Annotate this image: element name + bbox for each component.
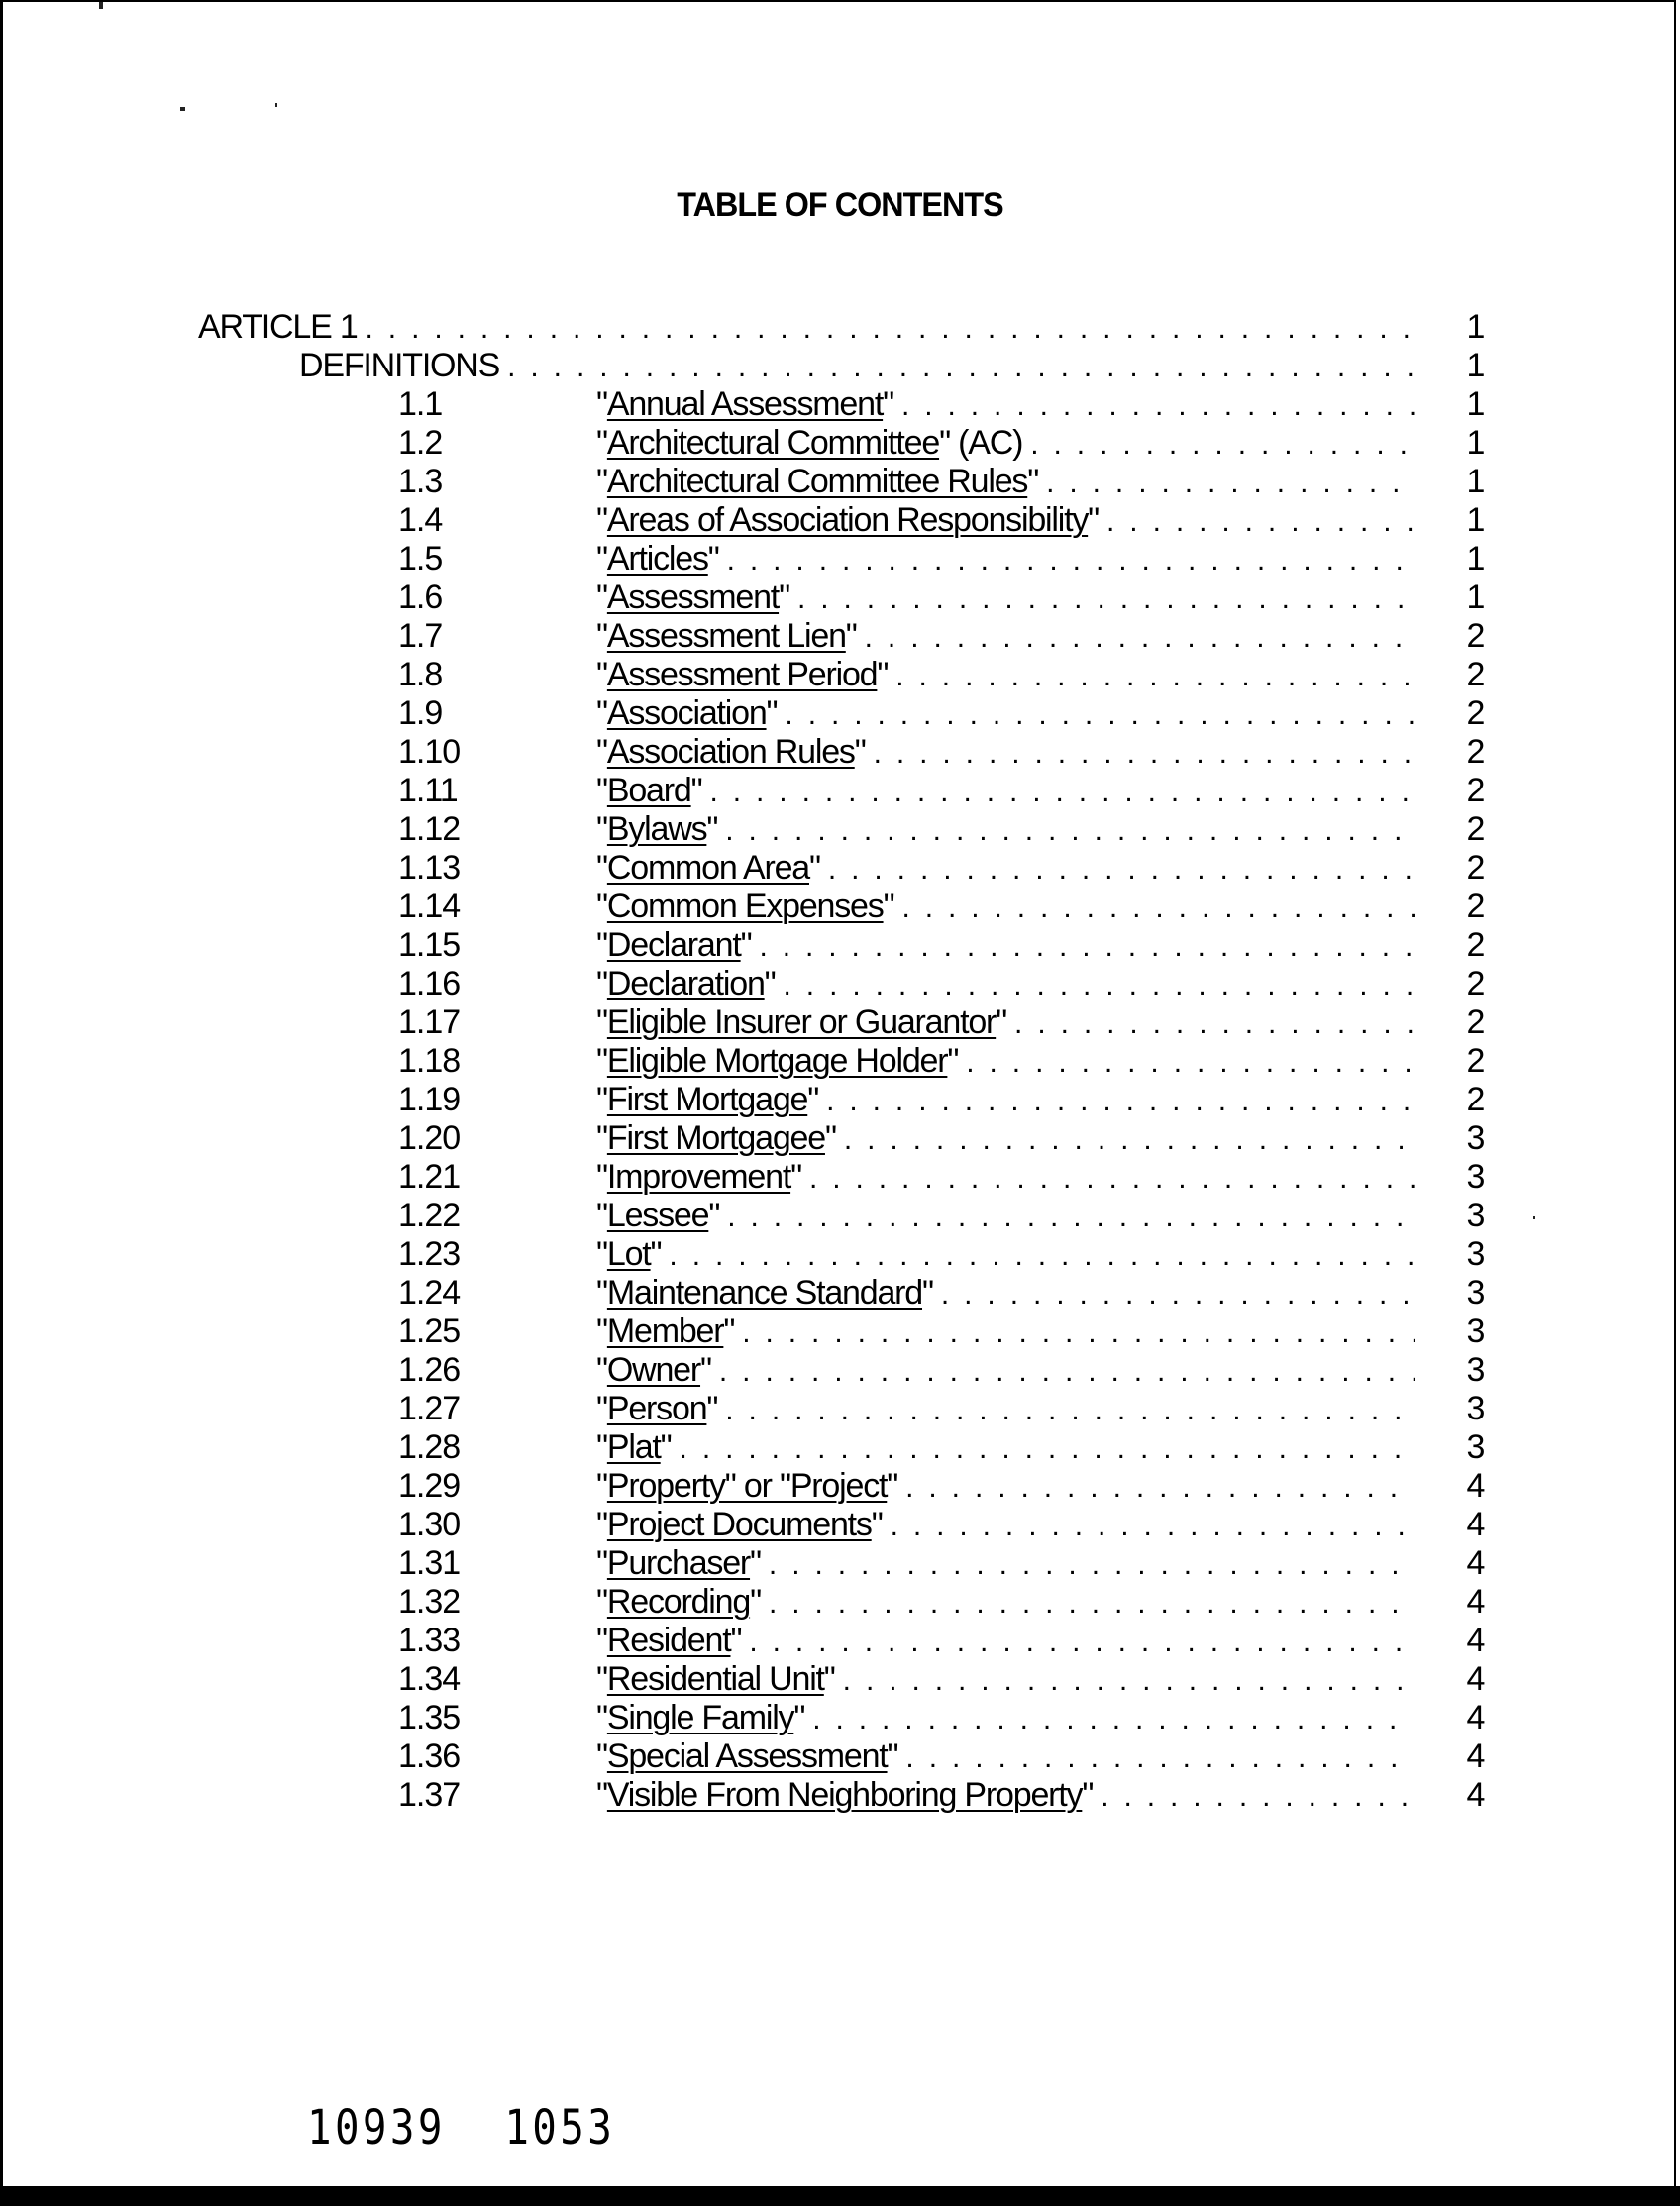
dot-leader xyxy=(761,1545,1415,1584)
toc-row-article xyxy=(198,308,1415,347)
page-number: 2 xyxy=(1466,810,1486,848)
page-number: 3 xyxy=(1466,1351,1486,1389)
entry-term[interactable]: "Visible From Neighboring Property" xyxy=(596,1776,1094,1814)
toc-row-entry xyxy=(596,1467,1415,1506)
page-number: 1 xyxy=(1466,347,1486,384)
scan-speck xyxy=(99,2,103,9)
entry-number: 1.6 xyxy=(398,578,443,616)
entry-term[interactable]: "Property" or "Project" xyxy=(596,1467,898,1505)
entry-number: 1.1 xyxy=(398,385,443,423)
dot-leader xyxy=(776,966,1415,1004)
dot-leader xyxy=(897,1738,1415,1777)
page-number: 4 xyxy=(1466,1737,1486,1775)
entry-term[interactable]: "Owner" xyxy=(596,1351,711,1389)
page-number: 1 xyxy=(1466,424,1486,462)
toc-row-entry xyxy=(596,1737,1415,1776)
entry-number: 1.10 xyxy=(398,733,461,771)
entry-term[interactable]: "Person" xyxy=(596,1390,718,1427)
page-number: 2 xyxy=(1466,1042,1486,1080)
toc-row-entry xyxy=(596,1776,1415,1815)
toc-row-entry xyxy=(596,965,1415,1003)
entry-term[interactable]: "Board" xyxy=(596,772,702,809)
dot-leader xyxy=(835,1661,1415,1700)
page-number: 4 xyxy=(1466,1776,1486,1814)
page-number: 2 xyxy=(1466,772,1486,809)
entry-number: 1.33 xyxy=(398,1622,461,1659)
entry-term[interactable]: "Common Expenses" xyxy=(596,888,894,925)
entry-term[interactable]: "Areas of Association Responsibility" xyxy=(596,501,1100,539)
entry-number: 1.25 xyxy=(398,1313,461,1350)
entry-number: 1.32 xyxy=(398,1583,461,1621)
entry-number: 1.4 xyxy=(398,501,443,539)
entry-number: 1.12 xyxy=(398,810,461,848)
dot-leader xyxy=(933,1275,1415,1313)
entry-term[interactable]: "Declarant" xyxy=(596,926,752,964)
entry-term[interactable]: "Eligible Insurer or Guarantor" xyxy=(596,1003,1007,1041)
toc-row-entry xyxy=(596,424,1415,463)
entry-term[interactable]: "Plat" xyxy=(596,1428,672,1466)
page-number: 3 xyxy=(1466,1313,1486,1350)
entry-number: 1.23 xyxy=(398,1235,461,1273)
dot-leader xyxy=(857,618,1415,657)
entry-number: 1.2 xyxy=(398,424,443,462)
page-number: 3 xyxy=(1466,1390,1486,1427)
page-number: 1 xyxy=(1466,578,1486,616)
toc-row-entry xyxy=(596,1428,1415,1467)
page-number: 3 xyxy=(1466,1119,1486,1157)
page-number: 3 xyxy=(1466,1197,1486,1234)
dot-leader xyxy=(1093,1777,1415,1816)
entry-number: 1.20 xyxy=(398,1119,461,1157)
page-number: 4 xyxy=(1466,1467,1486,1505)
page-number: 2 xyxy=(1466,888,1486,925)
entry-number: 1.15 xyxy=(398,926,461,964)
dot-leader xyxy=(1038,464,1415,502)
toc-row-entry xyxy=(596,694,1415,733)
dot-leader xyxy=(1006,1004,1415,1043)
entry-term[interactable]: "Association Rules" xyxy=(596,733,866,771)
entry-number: 1.14 xyxy=(398,888,461,925)
entry-number: 1.31 xyxy=(398,1544,461,1582)
dot-leader xyxy=(893,889,1415,927)
toc-row-entry xyxy=(596,1506,1415,1544)
page-number: 4 xyxy=(1466,1583,1486,1621)
entry-term[interactable]: "Member" xyxy=(596,1313,735,1350)
page-number: 3 xyxy=(1466,1274,1486,1312)
entry-term[interactable]: "Special Assessment" xyxy=(596,1737,898,1775)
dot-leader xyxy=(358,309,1415,348)
entry-number: 1.36 xyxy=(398,1737,461,1775)
dot-leader xyxy=(672,1429,1415,1468)
page-number: 1 xyxy=(1466,463,1486,500)
entry-term[interactable]: "Articles" xyxy=(596,540,719,578)
entry-number: 1.28 xyxy=(398,1428,461,1466)
page-number: 1 xyxy=(1466,540,1486,578)
entry-number: 1.7 xyxy=(398,617,443,655)
dot-leader xyxy=(893,386,1415,425)
entry-term[interactable]: "Assessment Lien" xyxy=(596,617,857,655)
dot-leader xyxy=(741,1623,1415,1661)
entry-term[interactable]: "Architectural Committee" (AC) xyxy=(596,424,1023,462)
scan-speck xyxy=(1533,1216,1535,1219)
toc-row-entry xyxy=(596,1042,1415,1081)
page-number: 2 xyxy=(1466,1003,1486,1041)
dot-leader xyxy=(888,657,1415,695)
entry-number: 1.21 xyxy=(398,1158,461,1196)
dot-leader xyxy=(701,773,1415,811)
toc-row-entry xyxy=(596,540,1415,578)
scan-bottom-border xyxy=(0,2186,1680,2206)
entry-term[interactable]: "Declaration" xyxy=(596,965,776,1002)
entry-number: 1.24 xyxy=(398,1274,461,1312)
entry-number: 1.8 xyxy=(398,656,443,693)
entry-number: 1.5 xyxy=(398,540,443,578)
entry-number: 1.37 xyxy=(398,1776,461,1814)
footer-number-right: 1053 xyxy=(504,2100,616,2155)
entry-number: 1.17 xyxy=(398,1003,461,1041)
entry-number: 1.3 xyxy=(398,463,443,500)
toc-row-entry xyxy=(596,888,1415,926)
entry-term[interactable]: "Association" xyxy=(596,694,778,732)
dot-leader xyxy=(820,850,1415,889)
entry-term[interactable]: "Purchaser" xyxy=(596,1544,761,1582)
toc-row-entry xyxy=(596,772,1415,810)
toc-row-entry xyxy=(596,1274,1415,1313)
entry-term[interactable]: "Lessee" xyxy=(596,1197,720,1234)
dot-leader xyxy=(751,927,1415,966)
page-number: 1 xyxy=(1466,308,1486,346)
page-number: 2 xyxy=(1466,656,1486,693)
toc-row-entry xyxy=(596,1158,1415,1197)
toc-row-entry xyxy=(596,1660,1415,1699)
toc-row-entry xyxy=(596,1003,1415,1042)
toc-row-entry xyxy=(596,733,1415,772)
dot-leader xyxy=(897,1468,1415,1507)
entry-term[interactable]: "Residential Unit" xyxy=(596,1660,835,1698)
dot-leader xyxy=(719,541,1415,579)
toc-row-entry xyxy=(596,1313,1415,1351)
entry-number: 1.18 xyxy=(398,1042,461,1080)
toc-row-entry xyxy=(596,1583,1415,1622)
dot-leader xyxy=(761,1584,1415,1623)
scan-speck xyxy=(275,103,277,107)
entry-number: 1.13 xyxy=(398,849,461,887)
entry-term[interactable]: "Improvement" xyxy=(596,1158,801,1196)
toc-row-entry xyxy=(596,1351,1415,1390)
toc-row-definitions xyxy=(299,347,1415,385)
dot-leader xyxy=(1022,425,1415,464)
entry-number: 1.30 xyxy=(398,1506,461,1543)
entry-term[interactable]: "Resident" xyxy=(596,1622,742,1659)
entry-term[interactable]: "Common Area" xyxy=(596,849,820,887)
dot-leader xyxy=(719,1198,1415,1236)
page-title: TABLE OF CONTENTS xyxy=(677,186,1003,224)
toc-row-entry xyxy=(596,926,1415,965)
entry-number: 1.34 xyxy=(398,1660,461,1698)
page-number: 3 xyxy=(1466,1158,1486,1196)
entry-term[interactable]: "Annual Assessment" xyxy=(596,385,893,423)
dot-leader xyxy=(661,1236,1415,1275)
entry-number: 1.11 xyxy=(398,772,458,809)
toc-row-entry xyxy=(596,1081,1415,1119)
page-number: 2 xyxy=(1466,694,1486,732)
page-number: 4 xyxy=(1466,1622,1486,1659)
entry-number: 1.19 xyxy=(398,1081,461,1118)
entry-number: 1.9 xyxy=(398,694,443,732)
toc-row-entry xyxy=(596,1544,1415,1583)
toc-row-entry xyxy=(596,656,1415,694)
dot-leader xyxy=(789,579,1415,618)
definitions-heading: DEFINITIONS xyxy=(299,347,500,384)
dot-leader xyxy=(734,1313,1415,1352)
toc-row-entry xyxy=(596,1235,1415,1274)
dot-leader xyxy=(711,1352,1415,1391)
dot-leader xyxy=(717,1391,1415,1429)
dot-leader xyxy=(866,734,1415,773)
page-number: 4 xyxy=(1466,1544,1486,1582)
page-number: 2 xyxy=(1466,733,1486,771)
page-number: 2 xyxy=(1466,926,1486,964)
page-number: 3 xyxy=(1466,1428,1486,1466)
entry-term[interactable]: "Bylaws" xyxy=(596,810,718,848)
toc-row-entry xyxy=(596,578,1415,617)
footer-number-left: 10939 xyxy=(307,2100,446,2155)
entry-number: 1.29 xyxy=(398,1467,461,1505)
dot-leader xyxy=(717,811,1415,850)
page-number: 4 xyxy=(1466,1660,1486,1698)
entry-term[interactable]: "Assessment Period" xyxy=(596,656,889,693)
page-number: 4 xyxy=(1466,1506,1486,1543)
page-number: 2 xyxy=(1466,965,1486,1002)
toc-row-entry xyxy=(596,810,1415,849)
toc-row-entry xyxy=(596,849,1415,888)
dot-leader xyxy=(499,348,1415,386)
page-number: 4 xyxy=(1466,1699,1486,1736)
entry-term[interactable]: "Maintenance Standard" xyxy=(596,1274,933,1312)
toc-row-entry xyxy=(596,463,1415,501)
entry-term[interactable]: "Architectural Committee Rules" xyxy=(596,463,1039,500)
entry-term[interactable]: "First Mortgage" xyxy=(596,1081,819,1118)
dot-leader xyxy=(836,1120,1415,1159)
scan-speck xyxy=(180,107,185,111)
toc-row-entry xyxy=(596,501,1415,540)
entry-term[interactable]: "First Mortgagee" xyxy=(596,1119,836,1157)
dot-leader xyxy=(883,1507,1415,1545)
article-heading: ARTICLE 1 xyxy=(198,308,358,346)
page-number: 2 xyxy=(1466,1081,1486,1118)
dot-leader xyxy=(777,695,1415,734)
entry-number: 1.26 xyxy=(398,1351,461,1389)
entry-term[interactable]: "Eligible Mortgage Holder" xyxy=(596,1042,959,1080)
dot-leader xyxy=(804,1700,1415,1738)
dot-leader xyxy=(801,1159,1415,1198)
toc-row-entry xyxy=(596,385,1415,424)
entry-term[interactable]: "Recording" xyxy=(596,1583,761,1621)
dot-leader xyxy=(1099,502,1415,541)
toc-row-entry xyxy=(596,1197,1415,1235)
page-number: 3 xyxy=(1466,1235,1486,1273)
toc-row-entry xyxy=(596,1622,1415,1660)
entry-term[interactable]: "Assessment" xyxy=(596,578,789,616)
toc-row-entry xyxy=(596,1699,1415,1737)
page-number: 2 xyxy=(1466,617,1486,655)
dot-leader xyxy=(818,1082,1415,1120)
entry-number: 1.27 xyxy=(398,1390,461,1427)
toc-row-entry xyxy=(596,1119,1415,1158)
entry-number: 1.16 xyxy=(398,965,461,1002)
toc-row-entry xyxy=(596,617,1415,656)
toc-row-entry xyxy=(596,1390,1415,1428)
entry-term[interactable]: "Single Family" xyxy=(596,1699,805,1736)
entry-term[interactable]: "Lot" xyxy=(596,1235,662,1273)
entry-number: 1.22 xyxy=(398,1197,461,1234)
document-numbers xyxy=(307,2100,675,2155)
page-number: 2 xyxy=(1466,849,1486,887)
page-number: 1 xyxy=(1466,385,1486,423)
dot-leader xyxy=(958,1043,1415,1082)
entry-term[interactable]: "Project Documents" xyxy=(596,1506,883,1543)
entry-number: 1.35 xyxy=(398,1699,461,1736)
page-number: 1 xyxy=(1466,501,1486,539)
